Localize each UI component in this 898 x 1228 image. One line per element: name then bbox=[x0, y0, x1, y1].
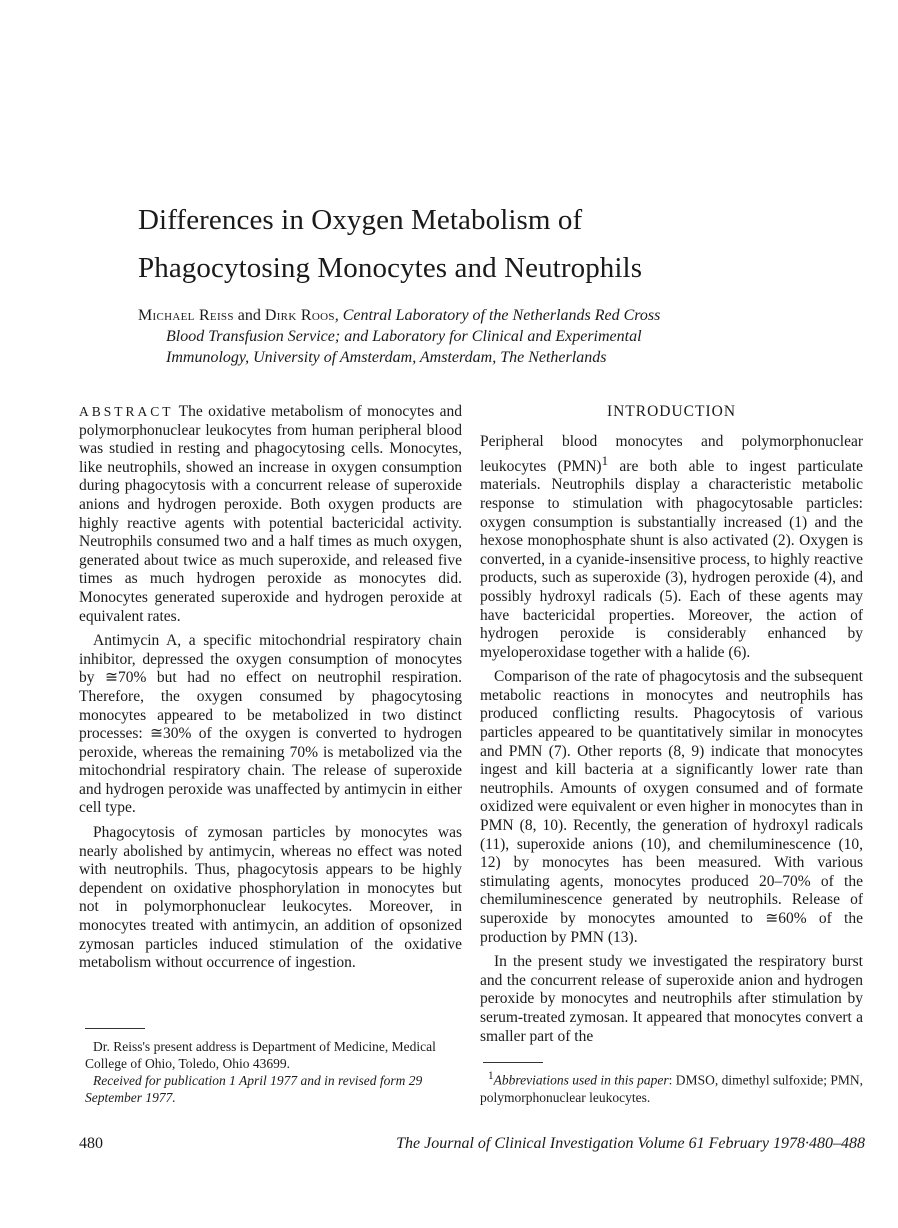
title-line-1: Differences in Oxygen Metabolism of bbox=[138, 204, 583, 236]
abstract-paragraph: Phagocytosis of zymosan particles by monocytes was nearly abolished by antimycin, whereas no effect was noted with neutrophils. Thus, phagocytosis appears to be highly dependent on oxidative phosphorylation in monocytes but not in polymorphonuclear leukocytes. Moreover, in monocytes treated with antimycin, an addition of opsonized zymosan particles induced stimulation of the oxidative metabolism without occurrence of ingestion. bbox=[79, 824, 462, 972]
abstract-label: ABSTRACT bbox=[79, 404, 174, 419]
abbreviations-text: : DMSO, dimethyl sulfoxide; PMN, polymorphonuclear leukocytes. bbox=[480, 1072, 863, 1105]
footnote-marker: 1 bbox=[488, 1070, 494, 1082]
introduction-paragraph: In the present study we investigated the respiratory burst and the concurrent release of superoxide anion and hydrogen peroxide by monocytes and neutrophils after stimulation by serum-treated zymosan. It appeared that monocytes convert a smaller part of the bbox=[480, 953, 863, 1045]
author-address-note: Dr. Reiss's present address is Department of Medicine, Medical College of Ohio, Toledo, Ohio 43699. bbox=[85, 1039, 436, 1071]
introduction-text: are both able to ingest particulate materials. Neutrophils display a characteristic metabolic response to stimulation with phagocytosable particles: oxygen consumption is substantially increased (1) and the hexose monophosphate shunt is also activated (2). Oxygen is converted, in a cyanide-insensitive process, to highly reactive products, such as superoxide (3), hydrogen peroxide (4), and possibly hydroxyl radicals (5). Each of these agents may have bactericidal properties. Moreover, the action of hydrogen peroxide is considerably enhanced by myeloperoxidase together with a halide (6). bbox=[480, 457, 864, 661]
footnote-author-info bbox=[85, 1038, 463, 1106]
affiliation-line-3: Immunology, University of Amsterdam, Amsterdam, The Netherlands bbox=[166, 349, 607, 366]
journal-citation: The Journal of Clinical Investigation Volume 61 February 1978·480–488 bbox=[396, 1135, 865, 1152]
introduction-text: Peripheral blood monocytes and polymorphonuclear leukocytes (PMN) bbox=[480, 433, 863, 475]
page-number: 480 bbox=[79, 1135, 103, 1152]
introduction-column bbox=[480, 403, 863, 1052]
footnote-divider bbox=[85, 1028, 145, 1029]
title-line-2: Phagocytosing Monocytes and Neutrophils bbox=[138, 252, 643, 284]
footnote-abbreviations bbox=[480, 1068, 863, 1106]
abbreviations-note bbox=[480, 1068, 863, 1106]
introduction-paragraph: Comparison of the rate of phagocytosis and the subsequent metabolic reactions in monocytes and neutrophils has produced conflicting results. Phagocytosis of various particles appeared to be quantitatively similar in monocytes and PMN (7). Other reports (8, 9) indicate that monocytes ingest and kill bacteria at a significantly lower rate than neutrophils. Amounts of oxygen consumed and of formate oxidized were equivalent or even higher in monocytes than in PMN (8, 10). Recently, the generation of hydroxyl radicals (11), superoxide anions (10), and chemiluminescence (10, 12) by monocytes has been measured. With various stimulating agents, monocytes produced 20–70% of the chemiluminescence generated by neutrophils. Release of superoxide by monocytes amounted to ≅60% of the production by PMN (13). bbox=[480, 668, 863, 946]
author-name: Michael Reiss bbox=[138, 307, 234, 324]
abstract-paragraph: Antimycin A, a specific mitochondrial respiratory chain inhibitor, depressed the oxygen consumption of monocytes by ≅70% but had no effect on neutrophil respiration. Therefore, the oxygen consumed by phagocytosing monocytes appeared to be metabolized in two distinct processes: ≅30% of the oxygen is converted to hydrogen peroxide, whereas the remaining 70% is metabolized via the mitochondrial respiratory chain. The release of superoxide and hydrogen peroxide was unaffected by antimycin in either cell type. bbox=[79, 632, 462, 817]
abstract-column bbox=[79, 403, 462, 979]
author-name: Dirk Roos bbox=[264, 307, 335, 324]
affiliation-line-2: Blood Transfusion Service; and Laboratory for Clinical and Experimental bbox=[166, 328, 642, 345]
page-footer bbox=[79, 1134, 865, 1154]
author-line bbox=[138, 305, 858, 326]
abstract-paragraph bbox=[79, 403, 462, 626]
received-date-note: Received for publication 1 April 1977 and in revised form 29 September 1977. bbox=[85, 1073, 423, 1105]
article-title bbox=[138, 196, 838, 292]
author-block bbox=[138, 305, 858, 368]
author-conjunction: and bbox=[233, 307, 265, 324]
affiliation-line-1: , Central Laboratory of the Netherlands Red Cross bbox=[334, 307, 661, 324]
introduction-paragraph bbox=[480, 433, 863, 662]
abbreviations-label: Abbreviations used in this paper bbox=[493, 1072, 669, 1088]
introduction-heading: INTRODUCTION bbox=[606, 403, 737, 420]
footnote-divider bbox=[483, 1062, 543, 1063]
footnote-marker: 1 bbox=[601, 452, 609, 468]
abstract-text: The oxidative metabolism of monocytes and polymorphonuclear leukocytes from human peripheral blood was studied in resting and phagocytosing cells. Monocytes, like neutrophils, showed an increase in oxygen consumption during phagocytosis with a concurrent release of superoxide anions and hydrogen peroxide. Both oxygen products are highly reactive agents with potential bactericidal activity. Neutrophils consumed two and a half times as much oxygen, generated about twice as much superoxide, and released five times as much hydrogen peroxide as monocytes did. Monocytes generated superoxide and hydrogen peroxide at equivalent rates. bbox=[79, 403, 462, 625]
